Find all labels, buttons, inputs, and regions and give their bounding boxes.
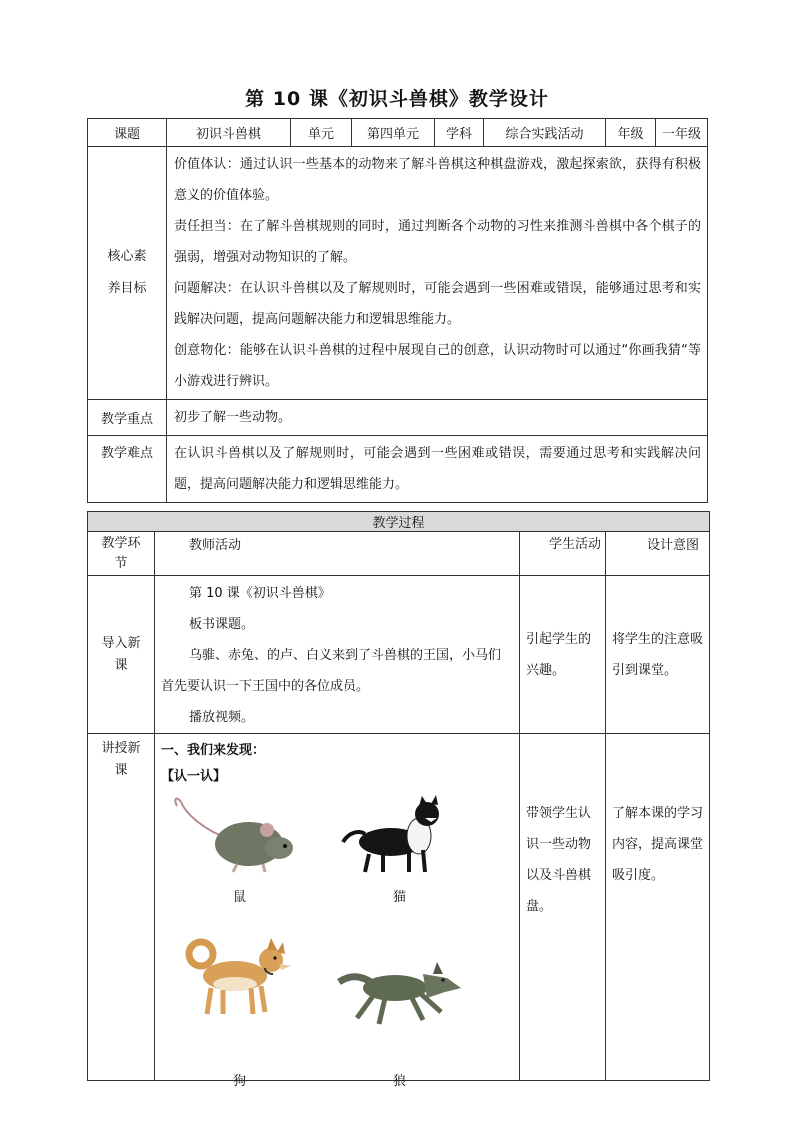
subject-label: 学科 — [435, 119, 484, 147]
col-teacher: 教师活动 — [155, 532, 520, 576]
goals-content — [167, 147, 708, 400]
intro-line-story: 乌骓、赤兔、的卢、白义来到了斗兽棋的王国，小马们首先要认识一下王国中的各位成员。 — [161, 648, 502, 694]
key-point-value: 初步了解一些动物。 — [167, 400, 708, 436]
lecture-heading: 一、我们来发现： — [161, 743, 266, 758]
wolf-image — [333, 954, 463, 1034]
intro-line-board: 板书课题。 — [189, 617, 255, 632]
difficulty-label: 教学难点 — [88, 436, 167, 503]
goal-creativity: 创意物化：能够在认识斗兽棋的过程中展现自己的创意，认识动物时可以通过“你画我猜“等小游戏进行辨识。 — [174, 343, 701, 389]
mouse-label: 鼠 — [233, 890, 247, 905]
goal-problem-solving: 问题解决：在认识斗兽棋以及了解规则时，可能会遇到一些困难或错误，能够通过思考和实践解决问题，提高问题解决能力和逻辑思维能力。 — [174, 281, 701, 327]
grade-value: 一年级 — [656, 119, 708, 147]
process-header: 教学过程 — [88, 512, 710, 532]
col-stage: 教学环节 — [88, 532, 155, 576]
unit-value: 第四单元 — [352, 119, 435, 147]
intro-student: 引起学生的兴趣。 — [520, 576, 606, 734]
goals-label-line1: 核心素 — [107, 249, 147, 264]
key-point-label: 教学重点 — [88, 400, 167, 436]
lesson-info-table — [87, 118, 708, 503]
goals-label-line2: 养目标 — [107, 281, 147, 296]
difficulty-value: 在认识斗兽棋以及了解规则时，可能会遇到一些困难或错误，需要通过思考和实践解决问题，提高问题解决能力和逻辑思维能力。 — [167, 436, 708, 503]
mouse-image — [167, 796, 297, 876]
dog-label: 狗 — [233, 1074, 247, 1089]
goals-label — [88, 147, 167, 400]
cat-label: 猫 — [393, 890, 407, 905]
intro-teacher — [155, 576, 520, 734]
lecture-subheading: 【认一认】 — [161, 769, 227, 784]
intro-stage: 导入新课 — [88, 576, 155, 734]
col-intent: 设计意图 — [606, 532, 710, 576]
lecture-stage: 讲授新课 — [88, 734, 155, 1081]
lecture-intent: 了解本课的学习内容，提高课堂吸引度。 — [606, 734, 710, 1081]
topic-label: 课题 — [88, 119, 167, 147]
goal-responsibility: 责任担当：在了解斗兽棋规则的同时，通过判断各个动物的习性来推测斗兽棋中各个棋子的强弱，增强对动物知识的了解。 — [174, 219, 701, 265]
process-table — [87, 511, 710, 1089]
wolf-label: 狼 — [393, 1074, 407, 1089]
lecture-teacher — [155, 734, 520, 1089]
topic-value: 初识斗兽棋 — [167, 119, 291, 147]
cat-image — [339, 792, 449, 877]
grade-label: 年级 — [606, 119, 656, 147]
intro-line-video: 播放视频。 — [189, 710, 255, 725]
unit-label: 单元 — [291, 119, 352, 147]
dog-image — [185, 934, 295, 1024]
animal-gallery — [161, 790, 513, 1089]
col-student: 学生活动 — [520, 532, 606, 576]
subject-value: 综合实践活动 — [484, 119, 606, 147]
lecture-student: 带领学生认识一些动物以及斗兽棋盘。 — [520, 734, 606, 1081]
document-title: 第 10 课《初识斗兽棋》教学设计 — [245, 88, 549, 110]
goal-value: 价值体认：通过认识一些基本的动物来了解斗兽棋这种棋盘游戏，激起探索欲，获得有积极意义的价值体验。 — [174, 157, 701, 203]
intro-intent: 将学生的注意吸引到课堂。 — [606, 576, 710, 734]
intro-line-title: 第 10 课《初识斗兽棋》 — [189, 586, 331, 601]
